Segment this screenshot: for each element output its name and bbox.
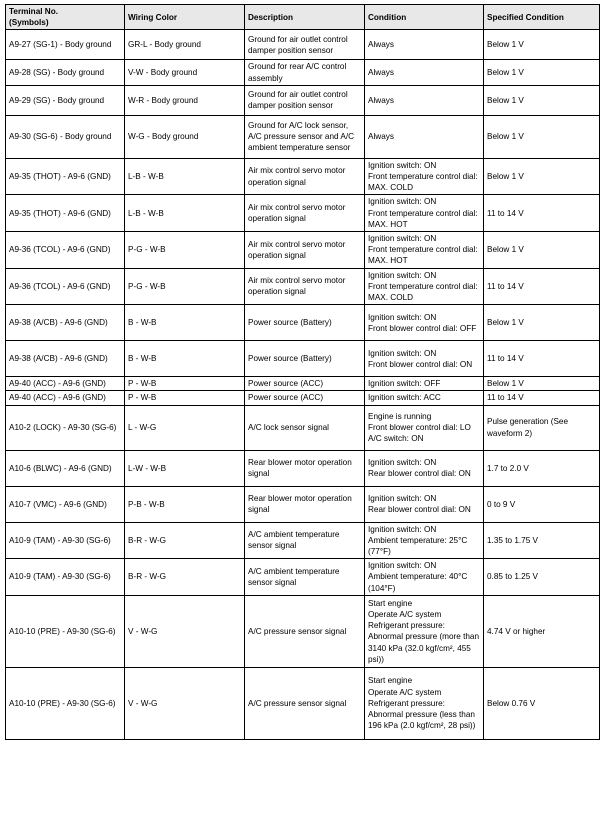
cell-terminal: A10-7 (VMC) - A9-6 (GND) xyxy=(6,486,125,522)
table-row xyxy=(6,341,600,377)
cell-terminal: A9-36 (TCOL) - A9-6 (GND) xyxy=(6,232,125,269)
cell-terminal: A10-9 (TAM) - A9-30 (SG-6) xyxy=(6,522,125,559)
cell-terminal: A9-40 (ACC) - A9-6 (GND) xyxy=(6,391,125,405)
cell-condition: Ignition switch: ON Front blower control dial: OFF xyxy=(365,305,484,341)
table-row xyxy=(6,595,600,667)
cell-condition: Ignition switch: ON Ambient temperature: 40°C (104°F) xyxy=(365,559,484,596)
cell-description: Ground for air outlet control damper position sensor xyxy=(245,30,365,60)
cell-terminal: A9-28 (SG) - Body ground xyxy=(6,60,125,85)
cell-wiring-color: P - W-B xyxy=(125,377,245,391)
cell-terminal: A9-40 (ACC) - A9-6 (GND) xyxy=(6,377,125,391)
table-row xyxy=(6,522,600,559)
cell-description: Ground for A/C lock sensor, A/C pressure sensor and A/C ambient temperature sensor xyxy=(245,115,365,158)
cell-specified-condition: 0 to 9 V xyxy=(484,486,600,522)
cell-terminal: A10-10 (PRE) - A9-30 (SG-6) xyxy=(6,667,125,739)
cell-condition: Ignition switch: ON Ambient temperature: 25°C (77°F) xyxy=(365,522,484,559)
cell-wiring-color: W-G - Body ground xyxy=(125,115,245,158)
cell-wiring-color: V-W - Body ground xyxy=(125,60,245,85)
cell-description: Power source (Battery) xyxy=(245,305,365,341)
cell-condition: Ignition switch: ON Front temperature control dial: MAX. COLD xyxy=(365,158,484,195)
header-wiring-color: Wiring Color xyxy=(125,5,245,30)
cell-specified-condition: 11 to 14 V xyxy=(484,195,600,232)
cell-specified-condition: Below 1 V xyxy=(484,85,600,115)
cell-description: Rear blower motor operation signal xyxy=(245,486,365,522)
cell-wiring-color: P-B - W-B xyxy=(125,486,245,522)
cell-specified-condition: Below 1 V xyxy=(484,305,600,341)
table-row xyxy=(6,305,600,341)
cell-description: Power source (ACC) xyxy=(245,391,365,405)
table-row xyxy=(6,115,600,158)
cell-specified-condition: Below 1 V xyxy=(484,60,600,85)
cell-condition: Always xyxy=(365,85,484,115)
cell-wiring-color: L-B - W-B xyxy=(125,158,245,195)
cell-terminal: A9-38 (A/CB) - A9-6 (GND) xyxy=(6,341,125,377)
cell-specified-condition: Pulse generation (See waveform 2) xyxy=(484,405,600,450)
table-row xyxy=(6,30,600,60)
cell-description: A/C ambient temperature sensor signal xyxy=(245,522,365,559)
cell-description: Power source (Battery) xyxy=(245,341,365,377)
cell-specified-condition: Below 1 V xyxy=(484,232,600,269)
cell-terminal: A9-36 (TCOL) - A9-6 (GND) xyxy=(6,268,125,305)
cell-specified-condition: 1.7 to 2.0 V xyxy=(484,450,600,486)
cell-condition: Ignition switch: ON Front blower control dial: ON xyxy=(365,341,484,377)
header-condition: Condition xyxy=(365,5,484,30)
cell-wiring-color: V - W-G xyxy=(125,667,245,739)
cell-terminal: A10-9 (TAM) - A9-30 (SG-6) xyxy=(6,559,125,596)
cell-description: A/C ambient temperature sensor signal xyxy=(245,559,365,596)
cell-wiring-color: P - W-B xyxy=(125,391,245,405)
cell-terminal: A9-27 (SG-1) - Body ground xyxy=(6,30,125,60)
cell-description: A/C pressure sensor signal xyxy=(245,595,365,667)
table-row xyxy=(6,60,600,85)
cell-terminal: A9-35 (THOT) - A9-6 (GND) xyxy=(6,158,125,195)
cell-description: Power source (ACC) xyxy=(245,377,365,391)
cell-condition: Ignition switch: ACC xyxy=(365,391,484,405)
cell-wiring-color: B-R - W-G xyxy=(125,559,245,596)
cell-condition: Start engine Operate A/C system Refrigerant pressure: Abnormal pressure (more than 3140 kPa (32.0 kgf/cm², 455 psi)) xyxy=(365,595,484,667)
cell-specified-condition: 1.35 to 1.75 V xyxy=(484,522,600,559)
table-row xyxy=(6,559,600,596)
cell-condition: Ignition switch: ON Front temperature control dial: MAX. COLD xyxy=(365,268,484,305)
cell-description: Rear blower motor operation signal xyxy=(245,450,365,486)
header-terminal: Terminal No. (Symbols) xyxy=(6,5,125,30)
cell-description: A/C lock sensor signal xyxy=(245,405,365,450)
cell-specified-condition: Below 1 V xyxy=(484,158,600,195)
cell-specified-condition: 11 to 14 V xyxy=(484,268,600,305)
cell-description: Air mix control servo motor operation signal xyxy=(245,158,365,195)
cell-description: Air mix control servo motor operation signal xyxy=(245,268,365,305)
table-row xyxy=(6,377,600,391)
cell-specified-condition: Below 1 V xyxy=(484,377,600,391)
cell-wiring-color: P-G - W-B xyxy=(125,268,245,305)
cell-specified-condition: Below 0.76 V xyxy=(484,667,600,739)
table-row xyxy=(6,391,600,405)
cell-specified-condition: 0.85 to 1.25 V xyxy=(484,559,600,596)
cell-condition: Always xyxy=(365,30,484,60)
cell-specified-condition: 4.74 V or higher xyxy=(484,595,600,667)
cell-wiring-color: V - W-G xyxy=(125,595,245,667)
table-row xyxy=(6,450,600,486)
table-row xyxy=(6,486,600,522)
cell-wiring-color: L-B - W-B xyxy=(125,195,245,232)
cell-description: Air mix control servo motor operation signal xyxy=(245,195,365,232)
cell-specified-condition: 11 to 14 V xyxy=(484,391,600,405)
cell-terminal: A9-29 (SG) - Body ground xyxy=(6,85,125,115)
table-row xyxy=(6,85,600,115)
cell-specified-condition: 11 to 14 V xyxy=(484,341,600,377)
table-row xyxy=(6,268,600,305)
cell-wiring-color: W-R - Body ground xyxy=(125,85,245,115)
header-specified-condition: Specified Condition xyxy=(484,5,600,30)
cell-terminal: A9-38 (A/CB) - A9-6 (GND) xyxy=(6,305,125,341)
cell-description: Ground for rear A/C control assembly xyxy=(245,60,365,85)
cell-terminal: A9-30 (SG-6) - Body ground xyxy=(6,115,125,158)
table-row xyxy=(6,195,600,232)
cell-wiring-color: B - W-B xyxy=(125,341,245,377)
cell-wiring-color: P-G - W-B xyxy=(125,232,245,269)
cell-condition: Ignition switch: OFF xyxy=(365,377,484,391)
cell-description: Air mix control servo motor operation signal xyxy=(245,232,365,269)
cell-terminal: A10-2 (LOCK) - A9-30 (SG-6) xyxy=(6,405,125,450)
cell-specified-condition: Below 1 V xyxy=(484,115,600,158)
cell-terminal: A9-35 (THOT) - A9-6 (GND) xyxy=(6,195,125,232)
cell-description: A/C pressure sensor signal xyxy=(245,667,365,739)
cell-specified-condition: Below 1 V xyxy=(484,30,600,60)
table-row xyxy=(6,232,600,269)
cell-wiring-color: B - W-B xyxy=(125,305,245,341)
cell-wiring-color: L-W - W-B xyxy=(125,450,245,486)
cell-condition: Ignition switch: ON Front temperature control dial: MAX. HOT xyxy=(365,195,484,232)
cell-condition: Engine is running Front blower control dial: LO A/C switch: ON xyxy=(365,405,484,450)
table-row xyxy=(6,158,600,195)
cell-terminal: A10-10 (PRE) - A9-30 (SG-6) xyxy=(6,595,125,667)
cell-condition: Ignition switch: ON Rear blower control dial: ON xyxy=(365,486,484,522)
header-description: Description xyxy=(245,5,365,30)
cell-condition: Start engine Operate A/C system Refrigerant pressure: Abnormal pressure (less than 196 kPa (2.0 kgf/cm², 28 psi)) xyxy=(365,667,484,739)
table-row xyxy=(6,667,600,739)
cell-wiring-color: GR-L - Body ground xyxy=(125,30,245,60)
cell-description: Ground for air outlet control damper position sensor xyxy=(245,85,365,115)
terminal-table xyxy=(5,4,600,740)
cell-wiring-color: B-R - W-G xyxy=(125,522,245,559)
header-row xyxy=(6,5,600,30)
cell-terminal: A10-6 (BLWC) - A9-6 (GND) xyxy=(6,450,125,486)
cell-condition: Ignition switch: ON Front temperature control dial: MAX. HOT xyxy=(365,232,484,269)
cell-wiring-color: L - W-G xyxy=(125,405,245,450)
cell-condition: Always xyxy=(365,115,484,158)
table-row xyxy=(6,405,600,450)
cell-condition: Always xyxy=(365,60,484,85)
cell-condition: Ignition switch: ON Rear blower control dial: ON xyxy=(365,450,484,486)
